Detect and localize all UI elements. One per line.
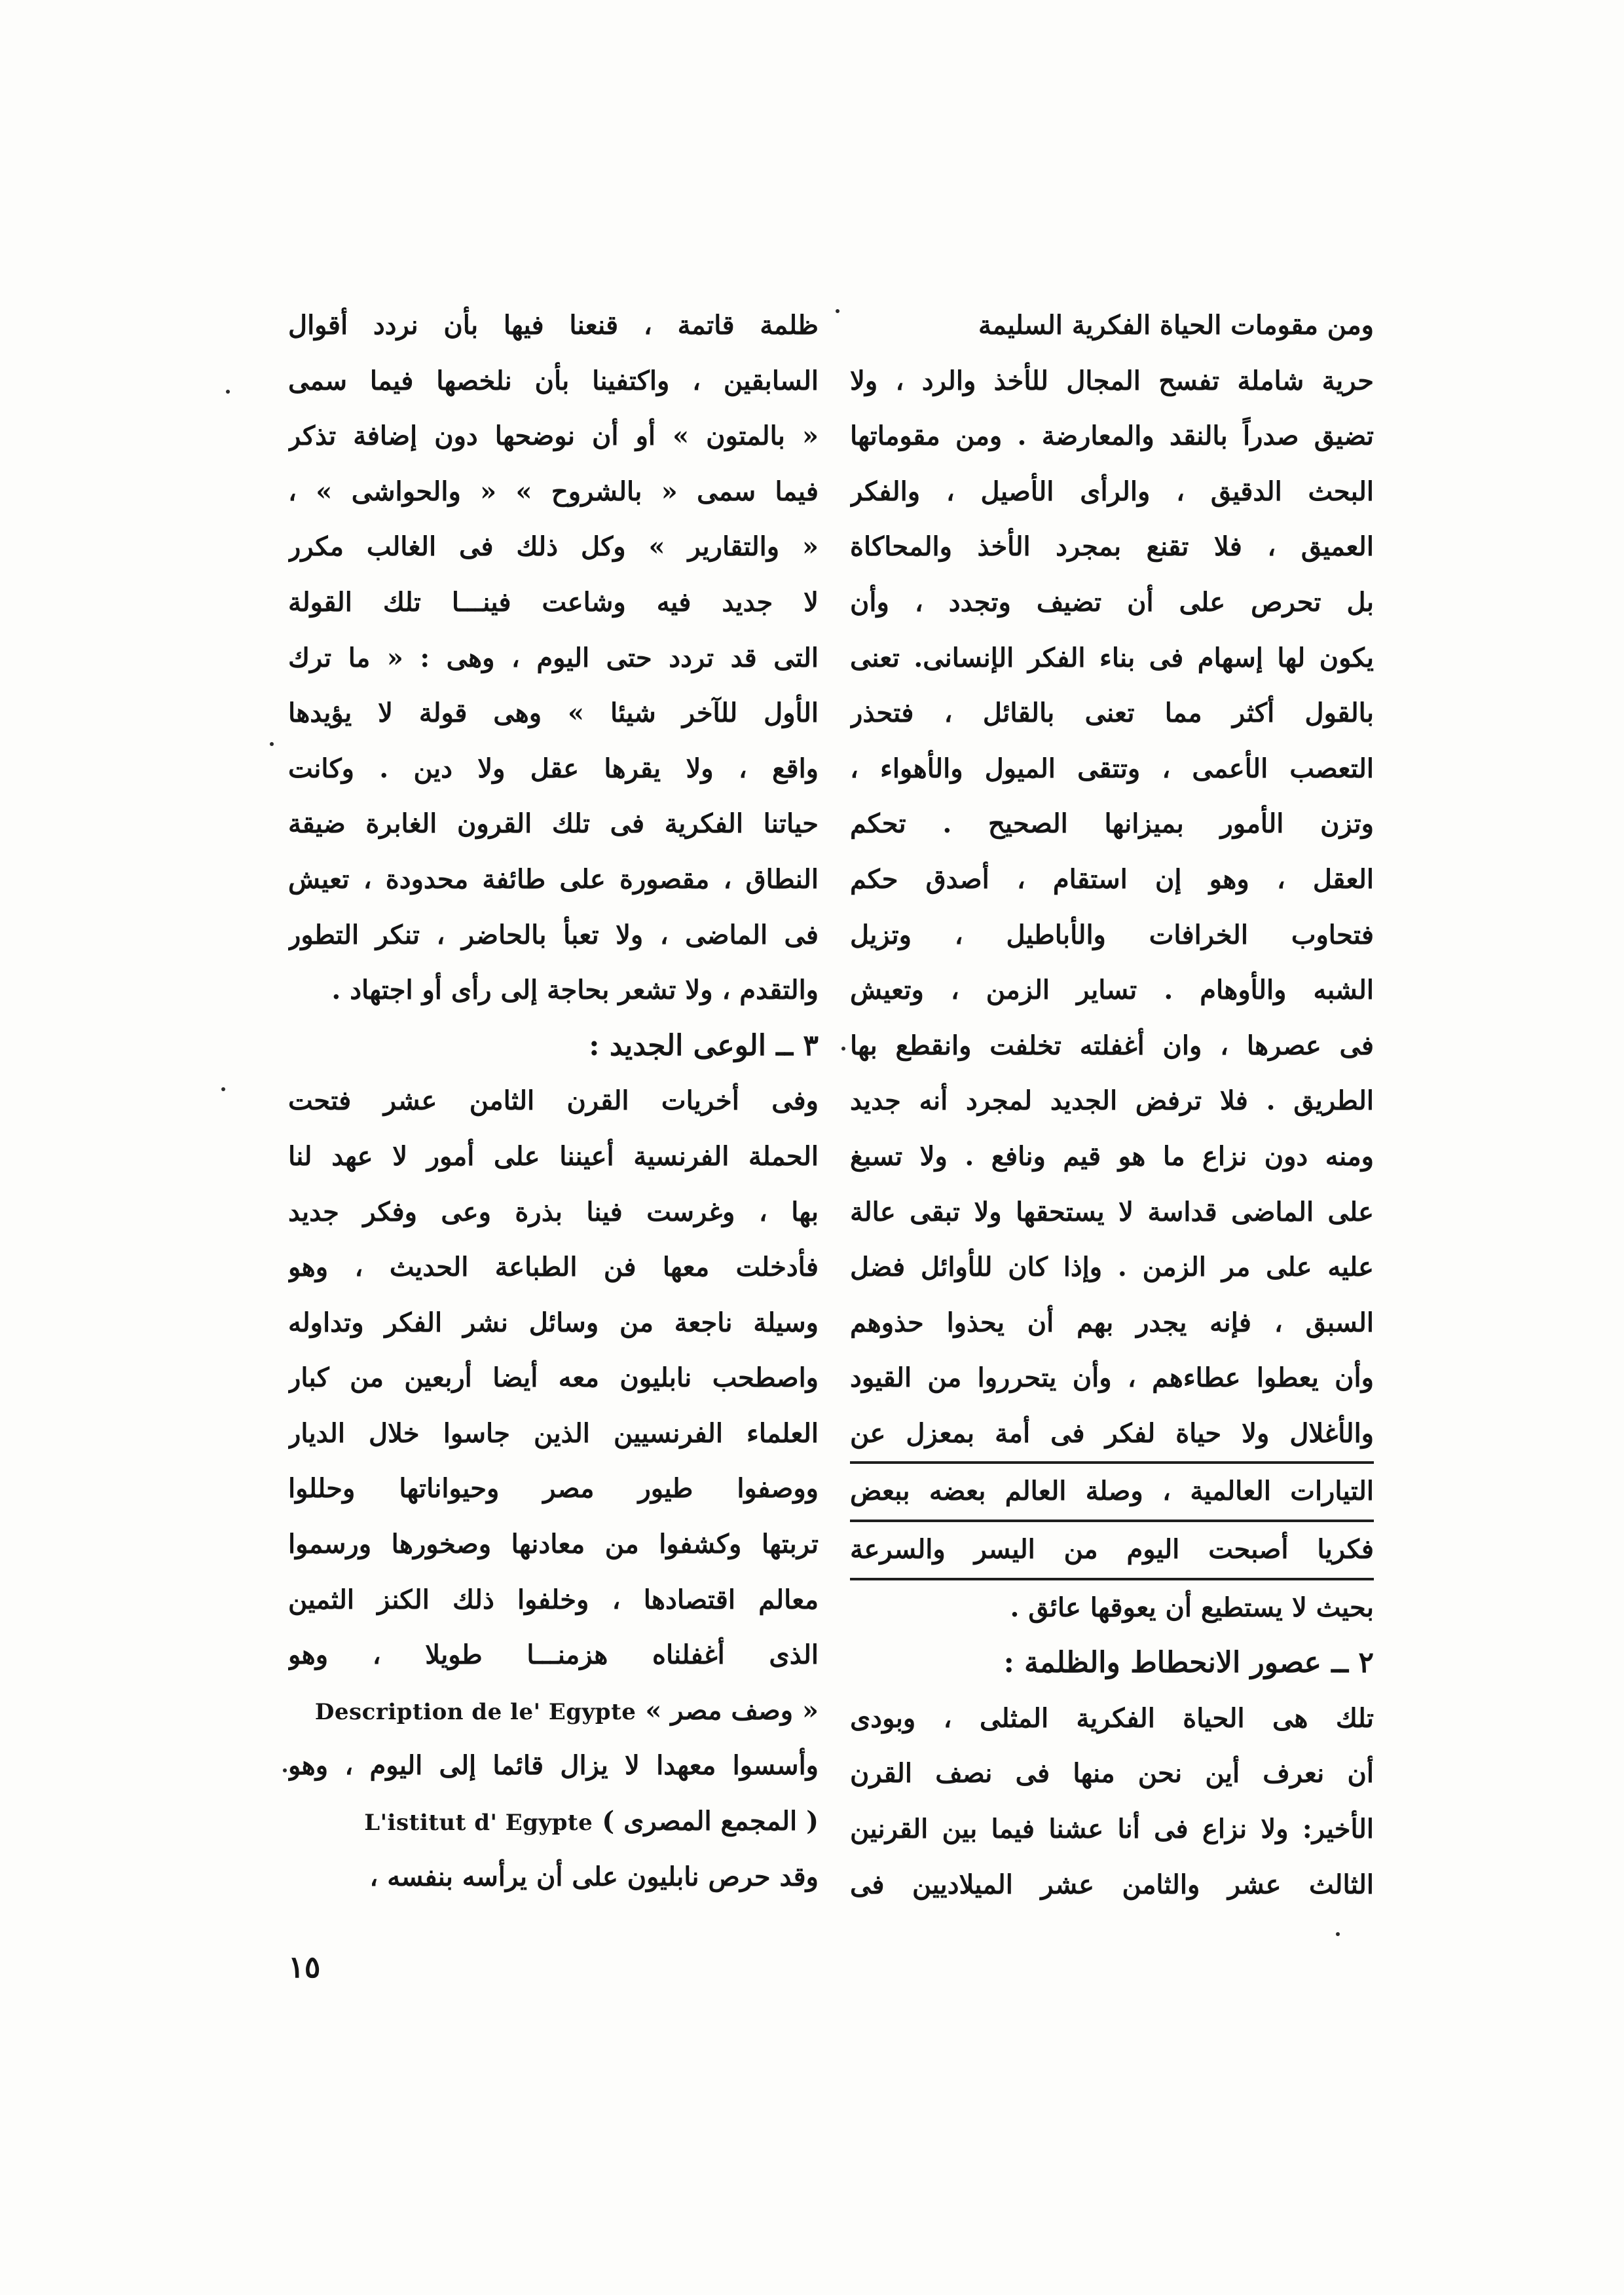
text-line: بها ، وغرست فينا بذرة وعى وفكر جديد xyxy=(288,1196,819,1227)
text-line: يكون لها إسهام فى بناء الفكر الإنسانى. تعنى xyxy=(850,642,1374,673)
text-line: الأخير: ولا نزاع فى أنا عشنا فيما بين القرنين xyxy=(850,1814,1374,1845)
text-line: الحملة الفرنسية أعيننا على أمور لا عهد لنا xyxy=(288,1140,819,1172)
text-line: التى قد تردد حتى اليوم ، وهى : « ما ترك xyxy=(288,642,819,673)
left-column xyxy=(288,298,819,1905)
text-line: العميق ، فلا تقنع بمجرد الأخذ والمحاكاة xyxy=(850,531,1374,563)
text-line: ومن مقومات الحياة الفكرية السليمة xyxy=(978,310,1374,341)
text-line: بحيث لا يستطيع أن يعوقها عائق . xyxy=(1010,1592,1374,1623)
text-line: والتقدم ، ولا تشعر بحاجة إلى رأى أو اجتهاد . xyxy=(331,975,819,1006)
text-line: تلك هى الحياة الفكرية المثلى ، وبودى xyxy=(850,1702,1374,1734)
arabic-title: « وصف مصر » xyxy=(645,1694,819,1726)
text-line: الشبه والأوهام . تساير الزمن ، وتعيش xyxy=(850,975,1374,1006)
text-line: البحث الدقيق ، والرأى الأصيل ، والفكر xyxy=(850,476,1374,507)
text-line: الأول للآخر شيئا » وهى قولة لا يؤيدها xyxy=(288,698,819,729)
text-line: واصطحب نابليون معه أيضا أربعين من كبار xyxy=(288,1362,819,1394)
text-line: السبق ، فإنه يجدر بهم أن يحذوا حذوهم xyxy=(850,1307,1374,1338)
text-line: بالقول أكثر مما تعنى بالقائل ، فتحذر xyxy=(850,698,1374,729)
french-title: L'istitut d' Egypte xyxy=(364,1810,593,1837)
underlined-text-line: التيارات العالمية ، وصلة العالم بعضه ببعض xyxy=(850,1464,1374,1522)
scan-speck xyxy=(283,1768,287,1772)
text-line: السابقين ، واكتفينا بأن نلخصها فيما سمى xyxy=(288,365,819,396)
text-line: وقد حرص نابليون على أن يرأسه بنفسه ، xyxy=(369,1861,819,1892)
underlined-text-line: والأغلال ولا حياة لفكر فى أمة بمعزل عن xyxy=(850,1406,1374,1465)
bilingual-line xyxy=(288,1683,819,1739)
section-heading: ٣ ــ الوعى الجديد : xyxy=(589,1028,819,1062)
french-title: Description de le' Egypte xyxy=(314,1698,637,1725)
page-number: ١٥ xyxy=(288,1949,321,1985)
text-line: الثالث عشر والثامن عشر الميلاديين فى xyxy=(850,1869,1374,1900)
text-line: على الماضى قداسة لا يستحقها ولا تبقى عالة xyxy=(850,1196,1374,1227)
text-line: فى عصرها ، وان أغفلته تخلفت وانقطع بها xyxy=(850,1030,1374,1061)
scan-speck xyxy=(836,309,840,313)
text-line: التعصب الأعمى ، وتتقى الميول والأهواء ، xyxy=(850,753,1374,784)
scan-speck xyxy=(841,1047,845,1051)
text-line: وأن يعطوا عطاءهم ، وأن يتحرروا من القيود xyxy=(850,1362,1374,1394)
text-line: ومنه دون نزاع ما هو قيم ونافع . ولا تسبغ xyxy=(850,1140,1374,1172)
text-line: الذى أغفلناه هزمنـــا طويلا ، وهو xyxy=(288,1639,819,1671)
text-line: « والتقارير » وكل ذلك فى الغالب مكرر xyxy=(288,531,819,563)
text-line: « بالمتون » أو أن نوضحها دون إضافة تذكر xyxy=(288,420,819,452)
text-line: حرية شاملة تفسح المجال للأخذ والرد ، ولا xyxy=(850,365,1374,396)
text-line: تضيق صدراً بالنقد والمعارضة . ومن مقوماتها xyxy=(850,420,1374,452)
right-column xyxy=(850,298,1374,1912)
scan-speck xyxy=(226,390,230,394)
text-line: النطاق ، مقصورة على طائفة محدودة ، تعيش xyxy=(288,863,819,895)
text-line: ظلمة قاتمة ، قنعنا فيها بأن نردد أقوال xyxy=(288,310,819,341)
text-line: فى الماضى ، ولا تعبأ بالحاضر ، تنكر التطور xyxy=(288,919,819,950)
text-line: لا جديد فيه وشاعت فينـــا تلك القولة xyxy=(288,586,819,618)
text-line: وتزن الأمور بميزانها الصحيح . تحكم xyxy=(850,808,1374,840)
text-line: تربتها وكشفوا من معادنها وصخورها ورسموا xyxy=(288,1529,819,1560)
text-line: فأدخلت معها فن الطباعة الحديث ، وهو xyxy=(288,1252,819,1283)
text-line: فيما سمى « بالشروح » « والحواشى » ، xyxy=(288,476,819,507)
text-line: حياتنا الفكرية فى تلك القرون الغابرة ضيقة xyxy=(288,808,819,840)
text-line: الطريق . فلا ترفض الجديد لمجرد أنه جديد xyxy=(850,1085,1374,1117)
bilingual-line xyxy=(288,1794,819,1850)
text-line: وسيلة ناجعة من وسائل نشر الفكر وتداوله xyxy=(288,1307,819,1338)
scan-speck xyxy=(270,742,274,746)
text-line: وفى أخريات القرن الثامن عشر فتحت xyxy=(288,1085,819,1117)
arabic-title: ( المجمع المصرى ) xyxy=(602,1806,819,1837)
text-line: ووصفوا طيور مصر وحيواناتها وحللوا xyxy=(288,1473,819,1504)
scan-speck xyxy=(221,1087,225,1091)
text-line: العقل ، وهو إن استقام ، أصدق حكم xyxy=(850,863,1374,895)
text-line: أن نعرف أين نحن منها فى نصف القرن xyxy=(850,1758,1374,1789)
text-line: بل تحرص على أن تضيف وتجدد ، وأن xyxy=(850,586,1374,618)
section-heading: ٢ ــ عصور الانحطاط والظلمة : xyxy=(1003,1646,1374,1680)
text-line: وأسسوا معهدا لا يزال قائما إلى اليوم ، وهو xyxy=(288,1750,819,1782)
text-line: معالم اقتصادها ، وخلفوا ذلك الكنز الثمين xyxy=(288,1584,819,1615)
scan-speck xyxy=(1336,1932,1340,1936)
text-line: واقع ، ولا يقرها عقل ولا دين . وكانت xyxy=(288,753,819,784)
text-line: عليه على مر الزمن . وإذا كان للأوائل فضل xyxy=(850,1252,1374,1283)
underlined-text-line: فكريا أصبحت اليوم من اليسر والسرعة xyxy=(850,1522,1374,1580)
text-line: العلماء الفرنسيين الذين جاسوا خلال الديار xyxy=(288,1417,819,1449)
text-line: فتحاوب الخرافات والأباطيل ، وتزيل xyxy=(850,919,1374,950)
